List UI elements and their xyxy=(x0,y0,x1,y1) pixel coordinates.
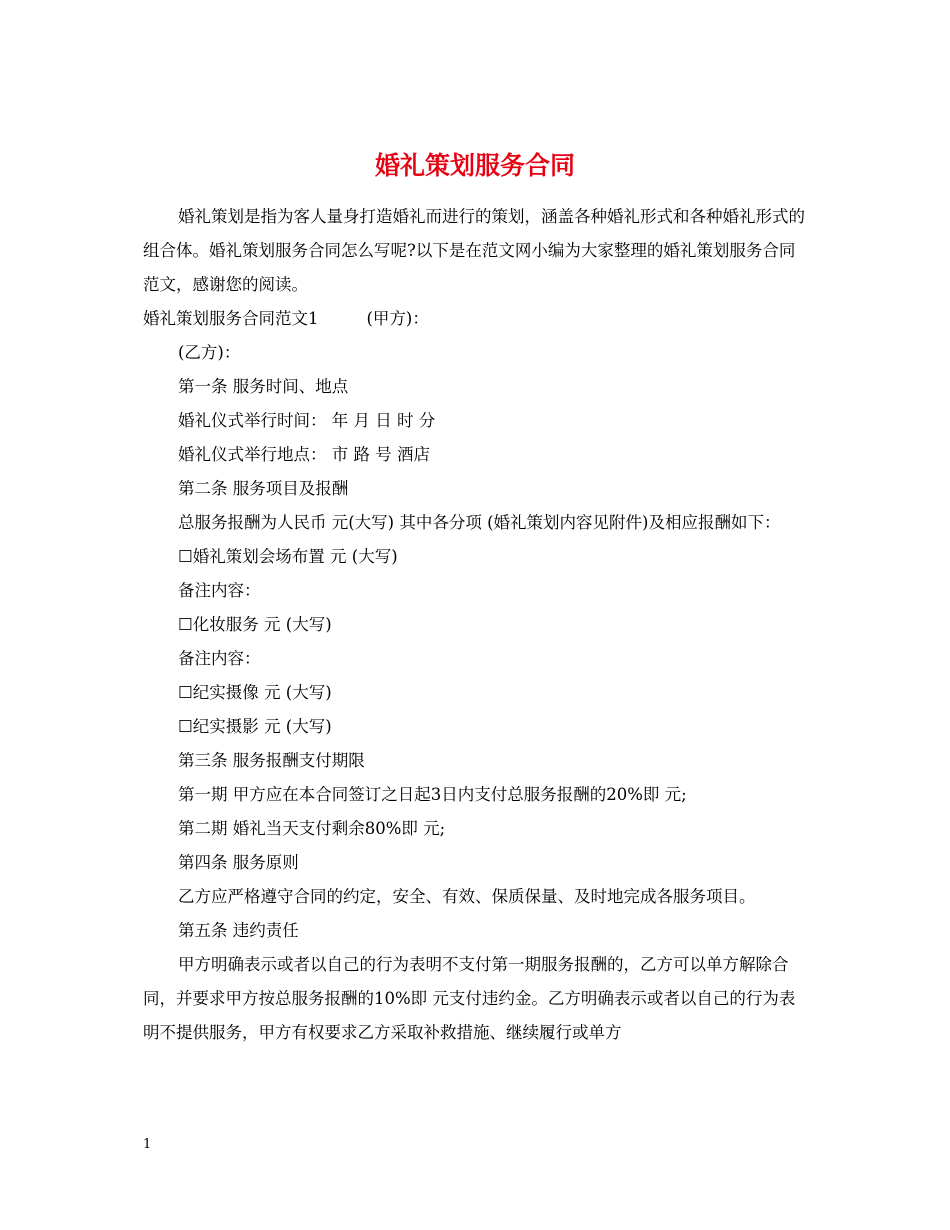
ceremony-place: 婚礼仪式举行地点： 市 路 号 酒店 xyxy=(178,445,430,464)
article-4-title: 第四条 服务原则 xyxy=(178,853,299,872)
note-venue: 备注内容： xyxy=(178,581,261,600)
item-video: ☐纪实摄像 元 (大写) xyxy=(178,683,332,702)
party-a-label: (甲方)： xyxy=(366,309,429,328)
sample-heading-line xyxy=(143,302,811,336)
page-number: 1 xyxy=(143,1137,152,1152)
document-body xyxy=(143,200,811,1050)
document-title: 婚礼策划服务合同 xyxy=(374,150,575,180)
item-venue: ☐婚礼策划会场布置 元 (大写) xyxy=(178,547,398,566)
note-makeup: 备注内容： xyxy=(178,649,261,668)
party-b-label: (乙方)： xyxy=(178,343,241,362)
sample-heading: 婚礼策划服务合同范文1 xyxy=(143,309,319,328)
payment-phase-2: 第二期 婚礼当天支付剩余80%即 元; xyxy=(178,819,446,838)
article-2-title: 第二条 服务项目及报酬 xyxy=(178,479,349,498)
item-photo: ☐纪实摄影 元 (大写) xyxy=(178,717,332,736)
ceremony-time: 婚礼仪式举行时间： 年 月 日 时 分 xyxy=(178,411,436,430)
article-4-text: 乙方应严格遵守合同的约定，安全、有效、保质保量、及时地完成各服务项目。 xyxy=(178,887,756,906)
intro-paragraph: 婚礼策划是指为客人量身打造婚礼而进行的策划，涵盖各种婚礼形式和各种婚礼形式的组合体。婚礼策划服务合同怎么写呢?以下是在范文网小编为大家整理的婚礼策划服务合同范文，感谢您的阅读。 xyxy=(143,207,805,294)
article-3-title: 第三条 服务报酬支付期限 xyxy=(178,751,365,770)
article-5-title: 第五条 违约责任 xyxy=(178,921,299,940)
article-1-title: 第一条 服务时间、地点 xyxy=(178,377,349,396)
article-5-text: 甲方明确表示或者以自己的行为表明不支付第一期服务报酬的，乙方可以单方解除合同，并要求甲方按总服务报酬的10%即 元支付违约金。乙方明确表示或者以自己的行为表明不提供服务，甲方有权要求乙方采取补救措施、继续履行或单方 xyxy=(143,955,796,1042)
payment-phase-1: 第一期 甲方应在本合同签订之日起3日内支付总服务报酬的20%即 元; xyxy=(178,785,687,804)
item-makeup: ☐化妆服务 元 (大写) xyxy=(178,615,332,634)
total-fee-paragraph: 总服务报酬为人民币 元(大写) 其中各分项 (婚礼策划内容见附件)及相应报酬如下： xyxy=(178,513,781,532)
